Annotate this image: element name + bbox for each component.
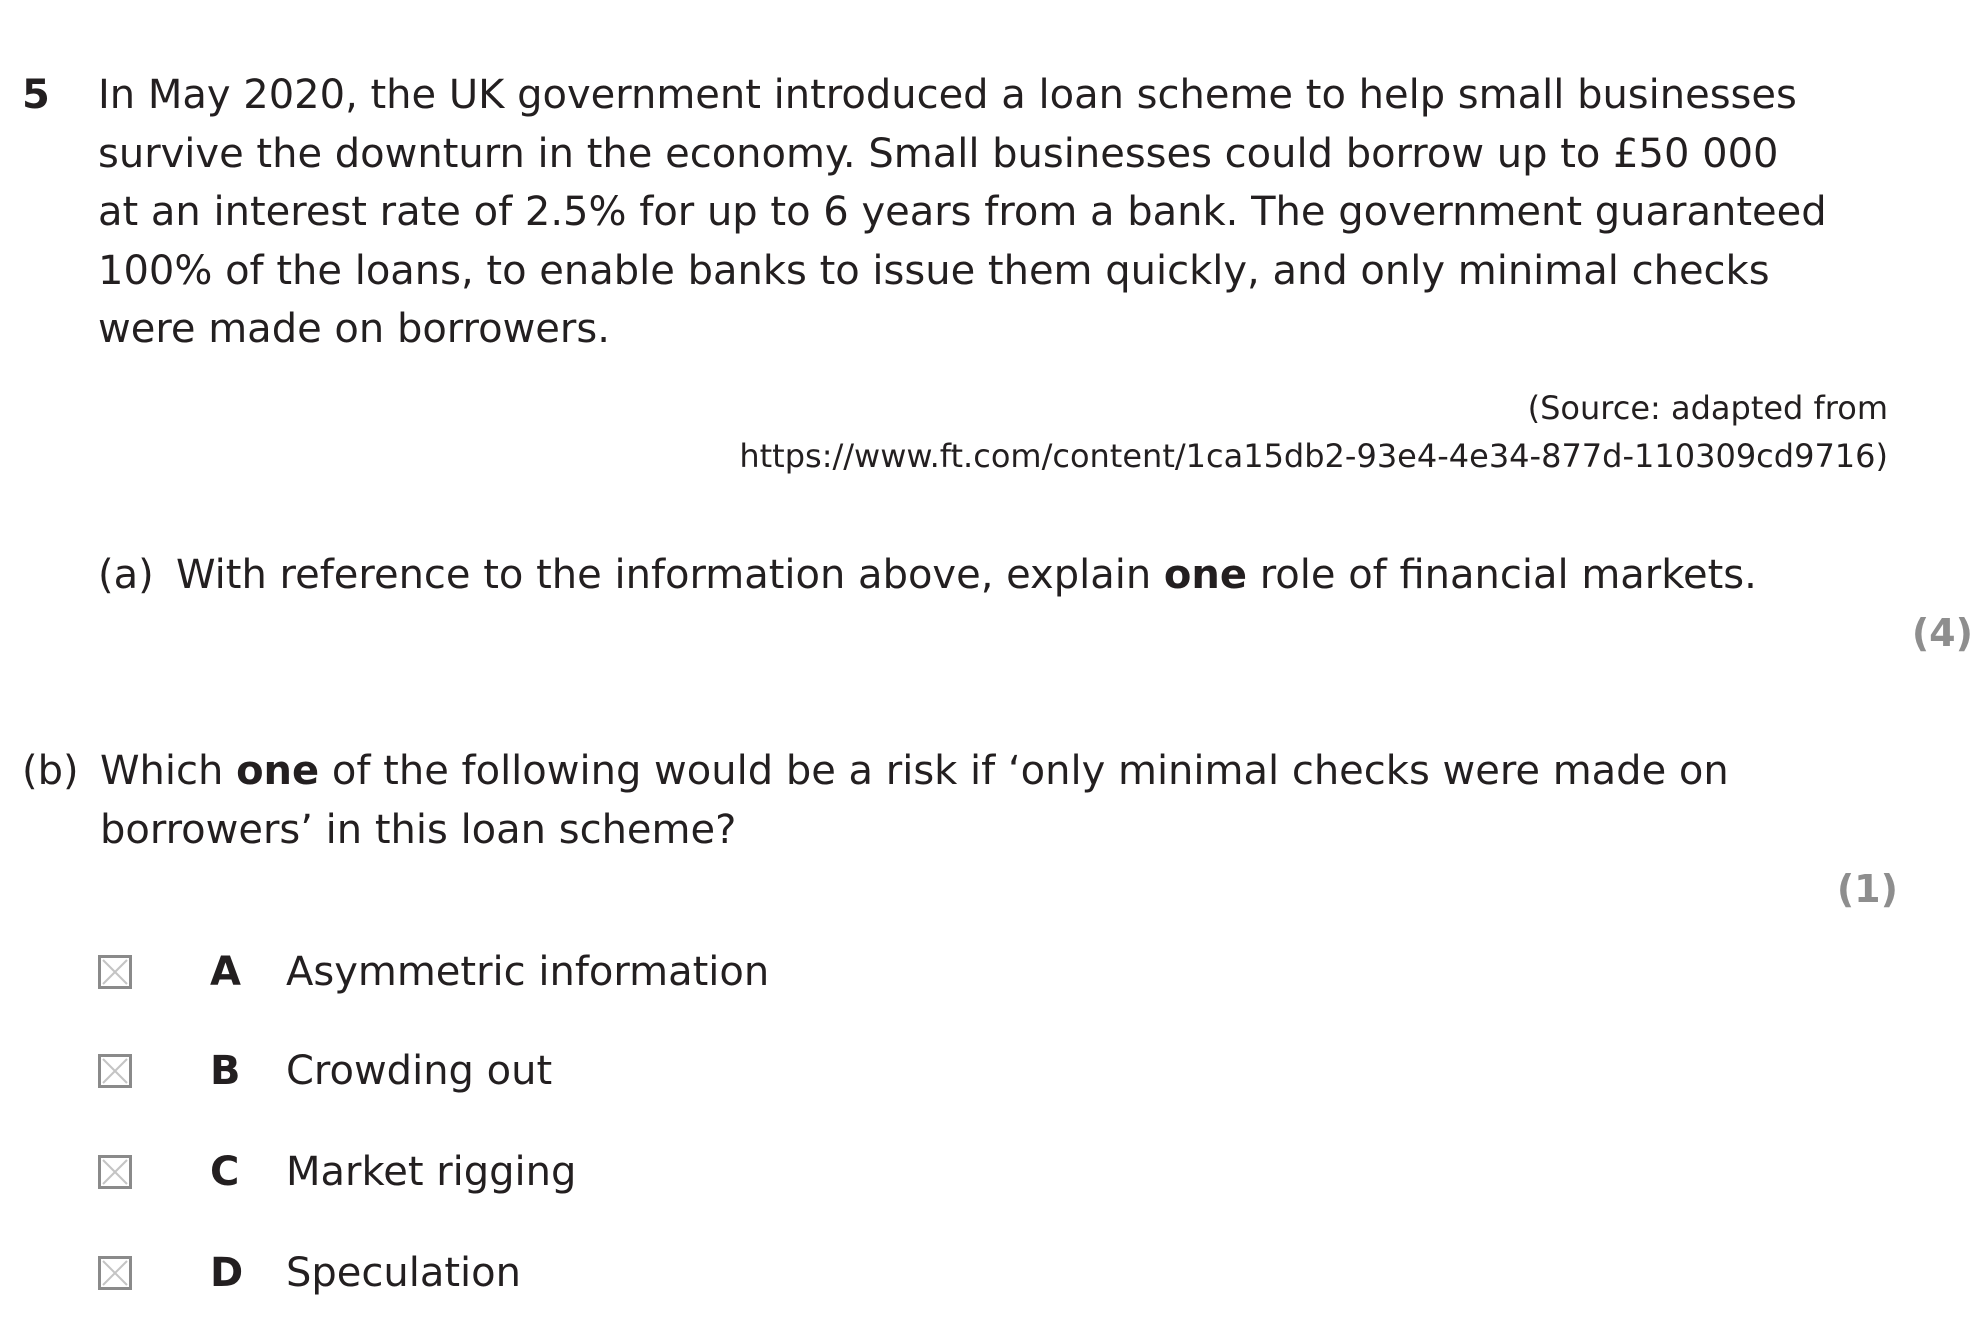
part-a-bold-word: one [1163, 552, 1248, 598]
checkbox-icon [98, 1054, 132, 1088]
source-citation [739, 384, 1888, 480]
part-a-label: (a) [98, 552, 154, 598]
option-b[interactable] [98, 1041, 553, 1101]
question-number: 5 [22, 72, 50, 118]
part-b-question [22, 742, 1729, 859]
stem-line: were made on borrowers. [98, 306, 610, 352]
part-a-question [98, 546, 1757, 604]
question-stem [98, 66, 1898, 359]
option-c-letter: C [210, 1149, 240, 1195]
part-b-text-after: of the following would be a risk if ‘only minimal checks were made on [319, 748, 1729, 794]
source-url: https://www.ft.com/content/1ca15db2-93e4-4e34-877d-110309cd9716) [739, 437, 1888, 475]
stem-line: at an interest rate of 2.5% for up to 6 years from a bank. The government guaranteed [98, 189, 1827, 235]
part-b-marks: (1) [1836, 867, 1898, 911]
option-d-letter: D [210, 1250, 244, 1296]
stem-line: 100% of the loans, to enable banks to issue them quickly, and only minimal checks [98, 247, 1770, 294]
stem-line: In May 2020, the UK government introduced a loan scheme to help small businesses [98, 72, 1797, 118]
option-b-letter: B [210, 1048, 241, 1094]
option-b-text: Crowding out [286, 1048, 553, 1094]
option-a-checkbox[interactable] [98, 955, 132, 989]
option-a[interactable] [98, 942, 770, 1002]
part-a-text-before: With reference to the information above, explain [176, 552, 1164, 598]
option-d[interactable] [98, 1243, 521, 1303]
part-b-text-before: Which [100, 748, 237, 794]
option-a-text: Asymmetric information [286, 949, 770, 995]
part-b-bold-word: one [236, 748, 320, 794]
part-b-label: (b) [22, 748, 79, 794]
option-d-text: Speculation [286, 1250, 521, 1296]
option-a-letter: A [210, 949, 241, 995]
stem-line: survive the downturn in the economy. Small businesses could borrow up to £50 000 [98, 130, 1779, 177]
source-line: (Source: adapted from [1527, 389, 1888, 427]
option-c-text: Market rigging [286, 1149, 577, 1195]
checkbox-icon [98, 955, 132, 989]
option-b-checkbox[interactable] [98, 1054, 132, 1088]
option-d-checkbox[interactable] [98, 1256, 132, 1290]
part-a-marks: (4) [1911, 611, 1973, 655]
checkbox-icon [98, 1256, 132, 1290]
part-a-text-after: role of financial markets. [1247, 552, 1757, 598]
part-b-line-1 [22, 742, 1729, 801]
checkbox-icon [98, 1155, 132, 1189]
option-c-checkbox[interactable] [98, 1155, 132, 1189]
option-c[interactable] [98, 1142, 577, 1202]
part-b-line-2: borrowers’ in this loan scheme? [100, 806, 737, 853]
